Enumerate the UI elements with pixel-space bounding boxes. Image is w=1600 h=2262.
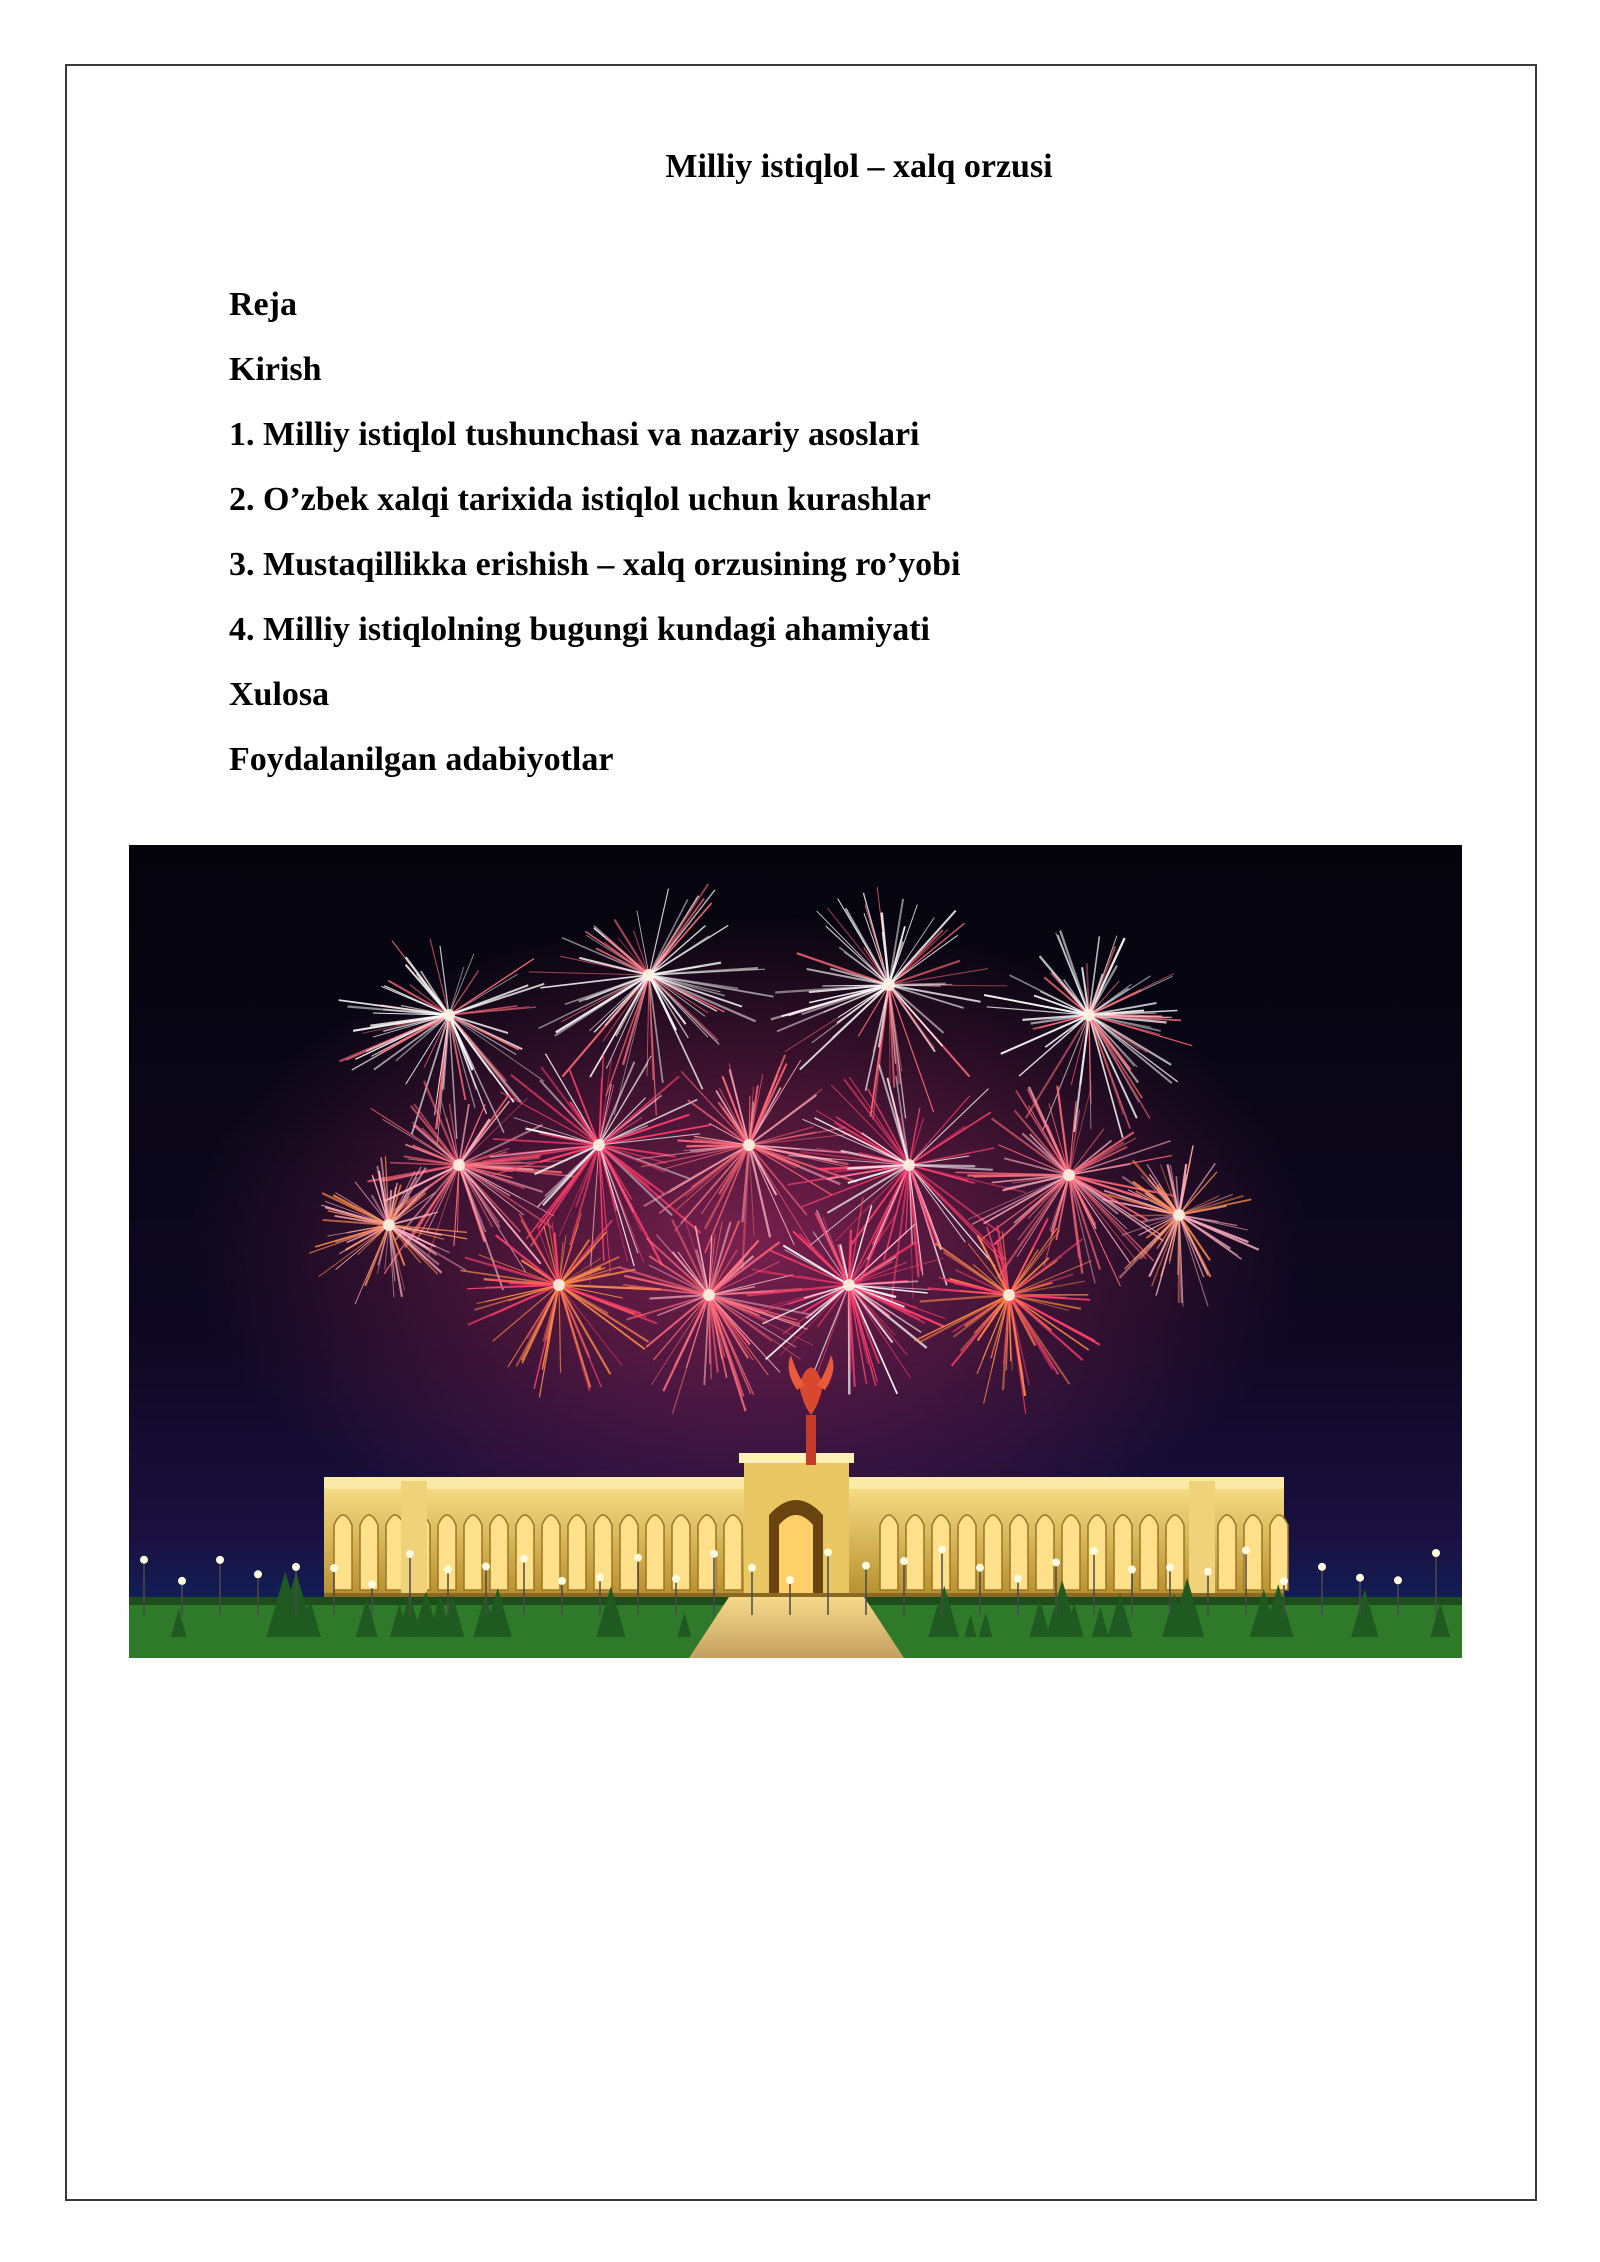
plan-item-4: 4. Milliy istiqlolning bugungi kundagi ahamiyati — [229, 611, 931, 648]
plan-item-conclusion: Xulosa — [229, 676, 330, 713]
plan-heading: Reja — [229, 286, 297, 323]
document-title: Milliy istiqlol – xalq orzusi — [665, 148, 1053, 185]
plan-item-intro: Kirish — [229, 351, 322, 388]
plan-list — [229, 285, 960, 805]
fireworks-photo — [129, 845, 1462, 1658]
plan-item-2: 2. O’zbek xalqi tarixida istiqlol uchun kurashlar — [229, 481, 931, 518]
plan-item-1: 1. Milliy istiqlol tushunchasi va nazariy asoslari — [229, 416, 920, 453]
plan-item-references: Foydalanilgan adabiyotlar — [229, 741, 614, 778]
plan-item-3: 3. Mustaqillikka erishish – xalq orzusining ro’yobi — [229, 546, 961, 583]
fireworks-illustration — [129, 845, 1462, 1658]
